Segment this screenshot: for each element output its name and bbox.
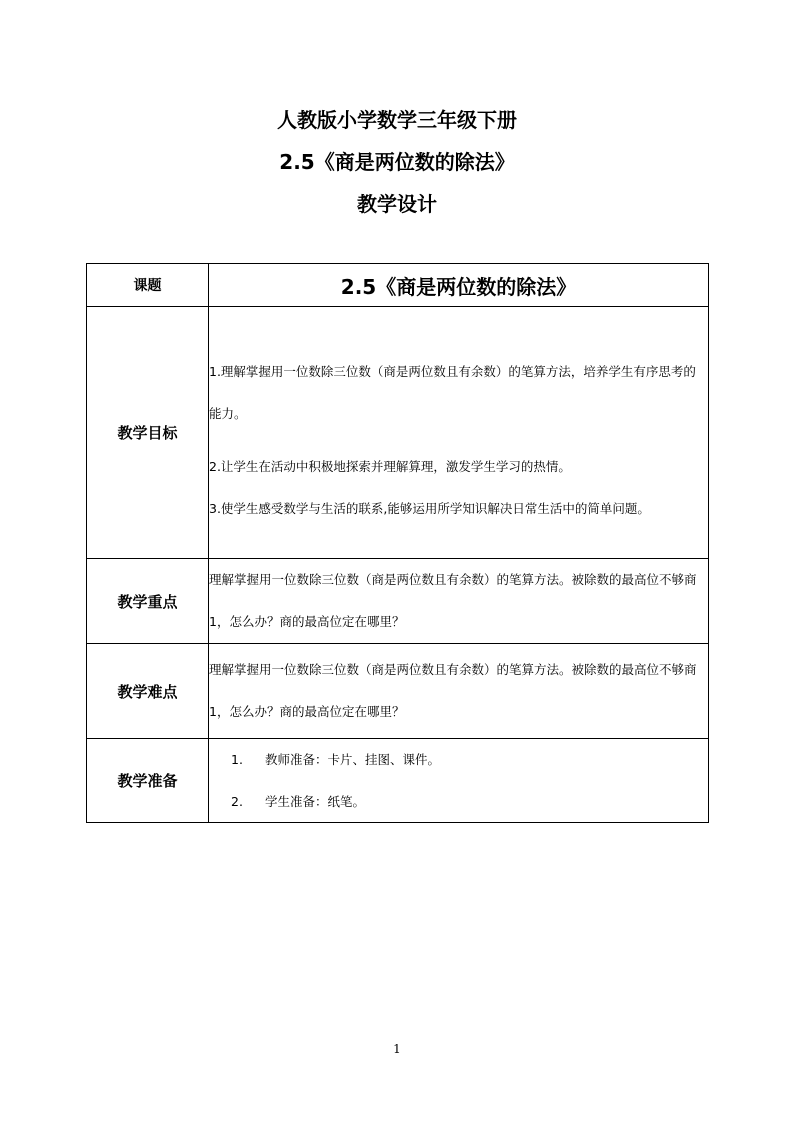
difficulties-text: 理解掌握用一位数除三位数（商是两位数且有余数）的笔算方法。被除数的最高位不够商 1，怎么办？商的最高位定在哪里？	[209, 662, 697, 719]
difficulties-row	[87, 644, 709, 739]
topic-row	[87, 264, 709, 307]
preparation-item-text: 学生准备：纸笔。	[265, 794, 366, 809]
topic-label: 课题	[87, 264, 209, 307]
goal-item: 1.理解掌握用一位数除三位数（商是两位数且有余数）的笔算方法，培养学生有序思考的能力。	[209, 363, 696, 421]
document-subtitle: 教学设计	[357, 192, 437, 216]
preparation-row	[87, 739, 709, 823]
key-points-text: 理解掌握用一位数除三位数（商是两位数且有余数）的笔算方法。被除数的最高位不够商 1，怎么办？商的最高位定在哪里？	[209, 572, 697, 629]
page-number: 1	[393, 1042, 401, 1056]
lesson-plan-table	[86, 263, 709, 823]
preparation-item	[231, 749, 708, 770]
goals-cell	[209, 307, 709, 559]
key-points-cell	[209, 559, 709, 644]
preparation-cell	[209, 739, 709, 823]
goal-item: 3.使学生感受数学与生活的联系,能够运用所学知识解决日常生活中的简单问题。	[209, 500, 650, 516]
preparation-item-text: 教师准备：卡片、挂图、课件。	[265, 752, 441, 767]
preparation-item-number: 1.	[231, 752, 243, 767]
difficulties-cell	[209, 644, 709, 739]
preparation-item-number: 2.	[231, 794, 243, 809]
preparation-item	[231, 791, 708, 812]
preparation-label: 教学准备	[87, 739, 209, 823]
key-points-label: 教学重点	[87, 559, 209, 644]
document-title: 人教版小学数学三年级下册	[277, 108, 517, 132]
goals-label: 教学目标	[87, 307, 209, 559]
goals-row	[87, 307, 709, 559]
lesson-title: 2.5《商是两位数的除法》	[279, 150, 515, 174]
topic-value: 2.5《商是两位数的除法》	[209, 264, 709, 307]
goal-item: 2.让学生在活动中积极地探索并理解算理，激发学生学习的热情。	[209, 458, 571, 474]
key-points-row	[87, 559, 709, 644]
difficulties-label: 教学难点	[87, 644, 209, 739]
